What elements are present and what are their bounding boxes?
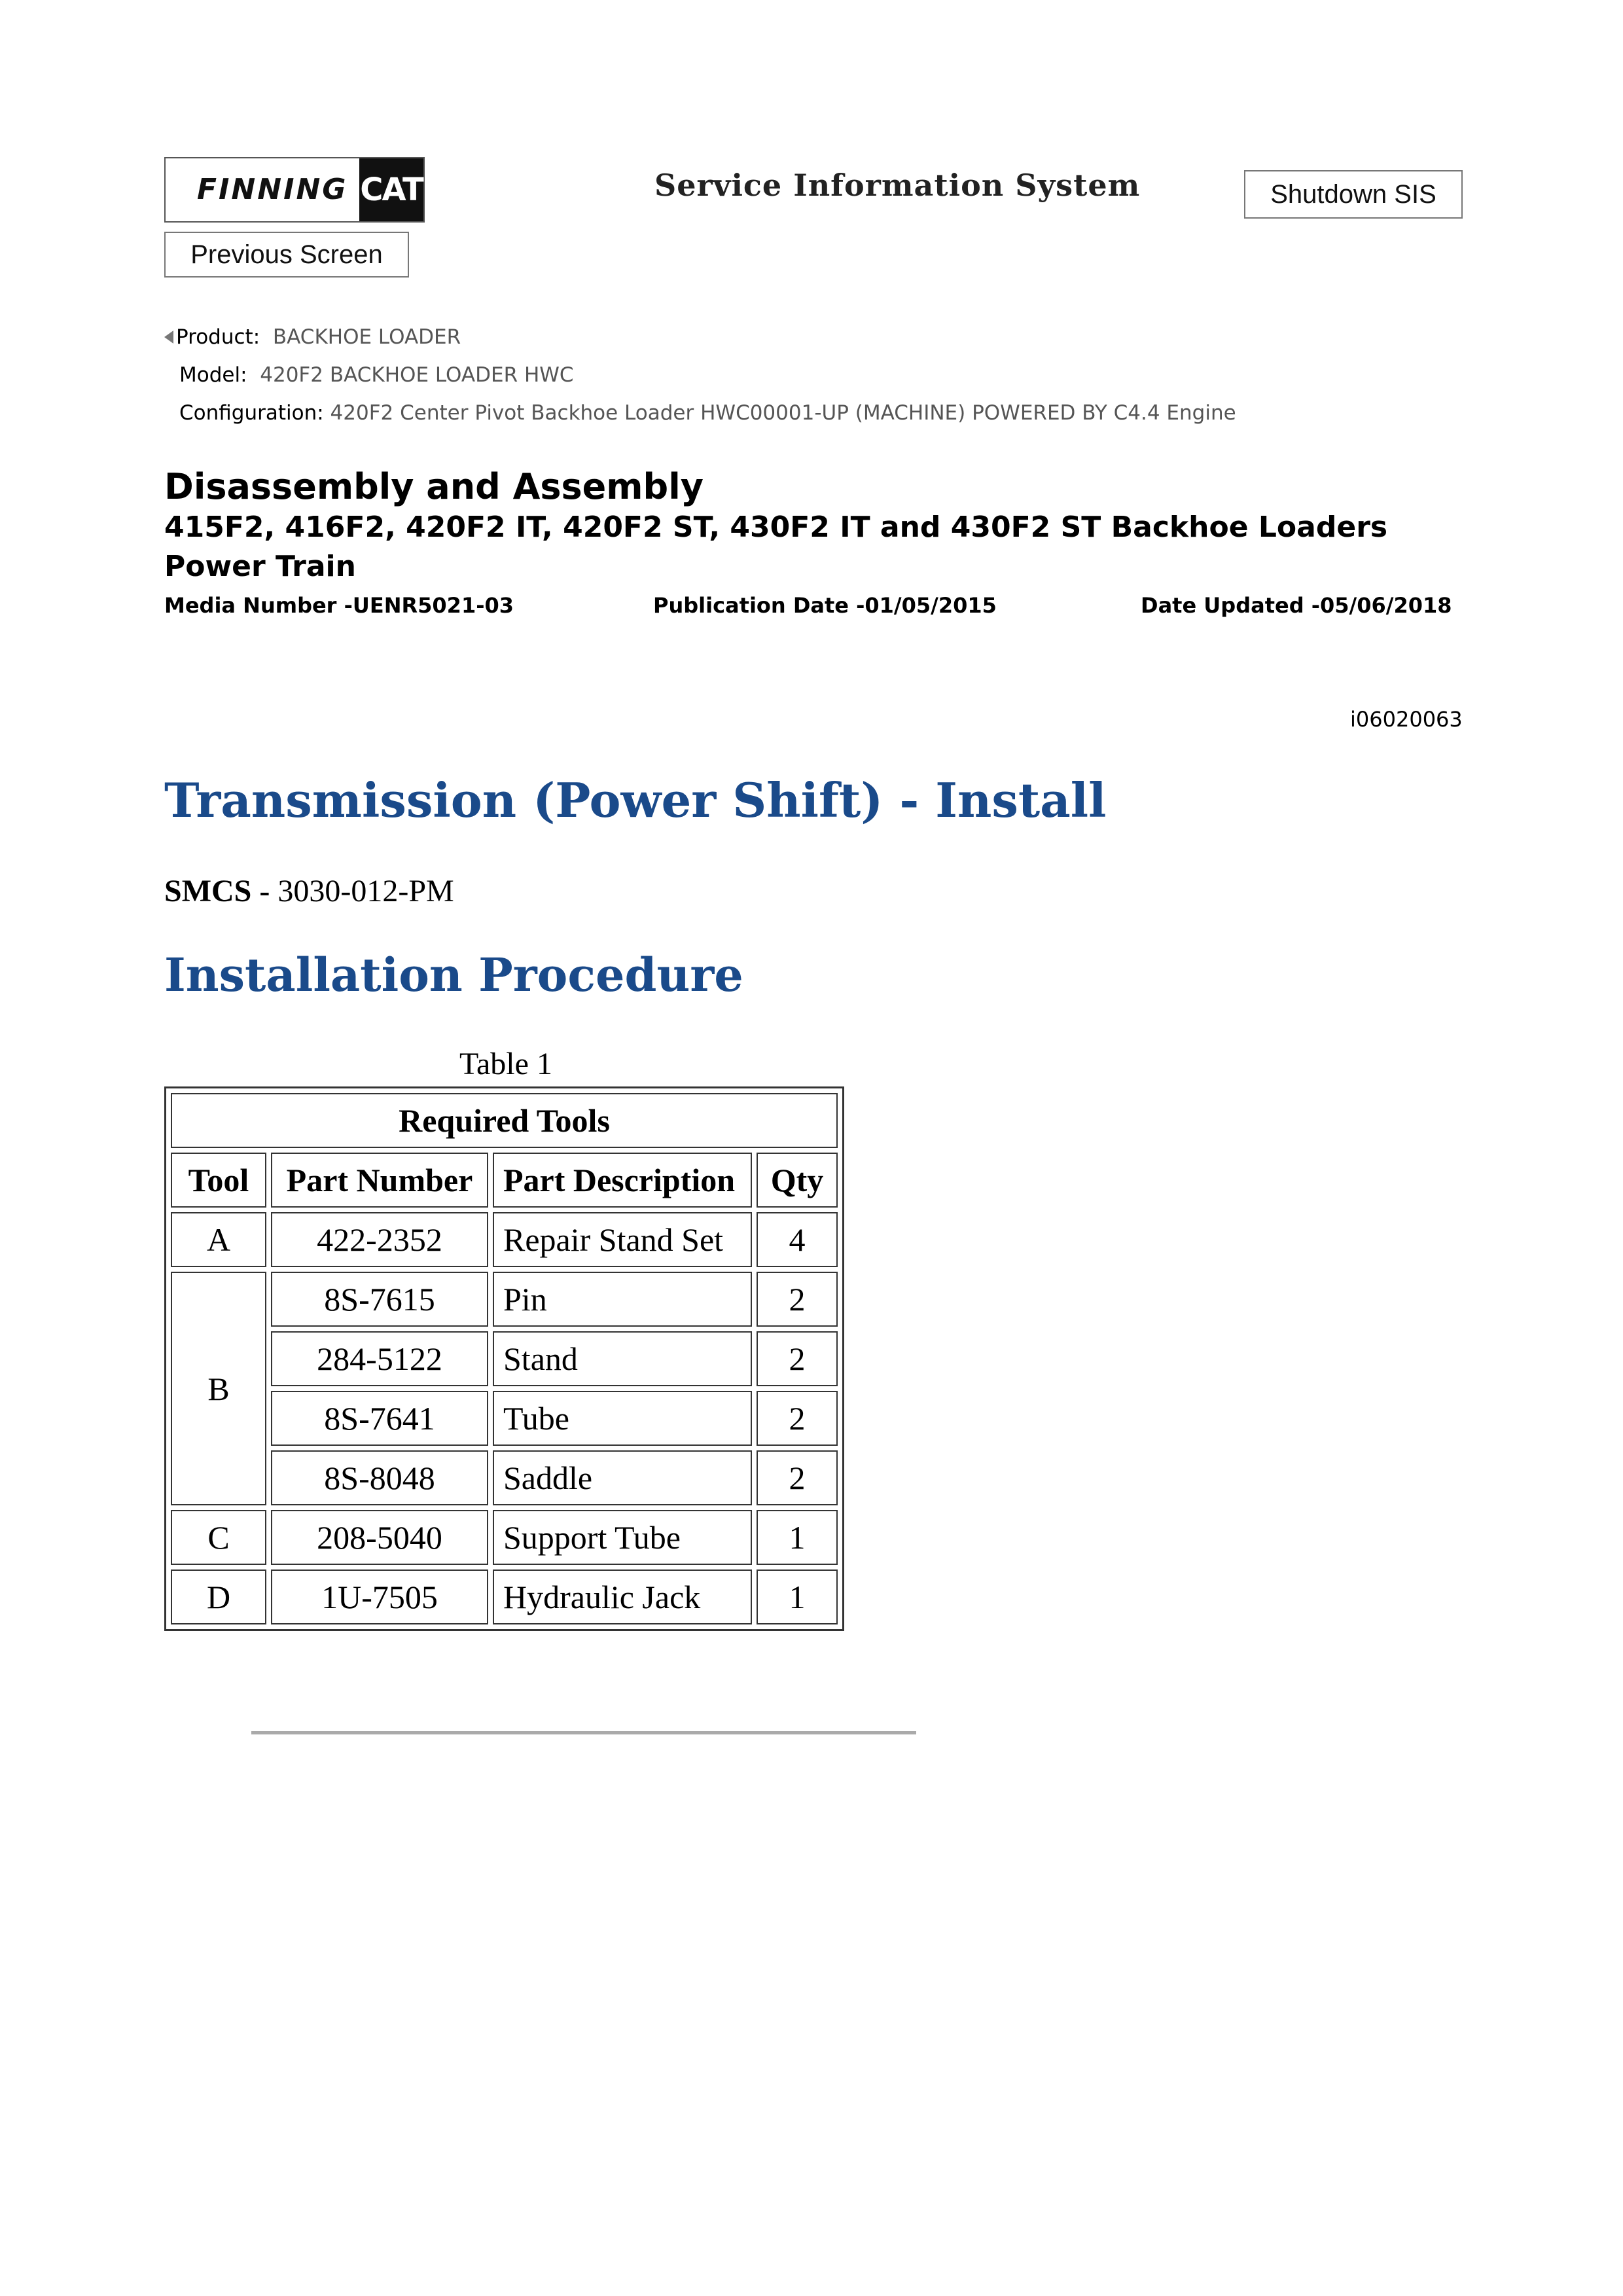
qty-cell: 4	[757, 1212, 838, 1267]
header-tool: Tool	[171, 1153, 266, 1208]
part-number-cell: 284-5122	[271, 1331, 488, 1386]
part-description-cell: Repair Stand Set	[493, 1212, 752, 1267]
table-row	[171, 1510, 838, 1565]
part-number-cell: 422-2352	[271, 1212, 488, 1267]
model-value: 420F2 BACKHOE LOADER HWC	[260, 363, 574, 387]
tool-cell: D	[171, 1570, 266, 1624]
part-number-cell: 8S-8048	[271, 1450, 488, 1505]
part-description-cell: Pin	[493, 1272, 752, 1327]
finning-cat-logo	[164, 157, 425, 223]
table-row	[171, 1272, 838, 1327]
part-description-cell: Stand	[493, 1331, 752, 1386]
section-title: Installation Procedure	[164, 948, 743, 1002]
qty-cell: 2	[757, 1450, 838, 1505]
document-heading: Disassembly and Assembly	[164, 466, 704, 507]
qty-cell: 1	[757, 1570, 838, 1624]
product-value: BACKHOE LOADER	[272, 325, 461, 349]
media-number: Media Number -UENR5021-03	[164, 593, 514, 618]
part-number-cell: 1U-7505	[271, 1570, 488, 1624]
table-row	[171, 1331, 838, 1386]
header-part-description: Part Description	[493, 1153, 752, 1208]
part-number-cell: 8S-7615	[271, 1272, 488, 1327]
part-description-cell: Saddle	[493, 1450, 752, 1505]
smcs-code	[164, 873, 454, 909]
model-label: Model:	[179, 363, 247, 387]
previous-screen-button[interactable]: Previous Screen	[164, 232, 409, 278]
logo-text: FINNING	[197, 173, 348, 206]
part-description-cell: Support Tube	[493, 1510, 752, 1565]
config-label: Configuration:	[179, 401, 324, 425]
config-value: 420F2 Center Pivot Backhoe Loader HWC00001-UP (MACHINE) POWERED BY C4.4 Engine	[330, 401, 1236, 425]
table-caption: Table 1	[459, 1047, 552, 1081]
publication-date: Publication Date -01/05/2015	[653, 593, 997, 618]
smcs-label: SMCS -	[164, 874, 270, 908]
table-row	[171, 1391, 838, 1446]
qty-cell: 2	[757, 1331, 838, 1386]
shutdown-sis-button[interactable]: Shutdown SIS	[1244, 170, 1463, 219]
part-description-cell: Tube	[493, 1391, 752, 1446]
table-title-row	[171, 1093, 838, 1148]
collapse-arrow-icon[interactable]	[164, 331, 173, 344]
table-row	[171, 1212, 838, 1267]
product-label: Product:	[176, 325, 260, 349]
divider	[251, 1731, 916, 1734]
table-header-row	[171, 1153, 838, 1208]
date-updated: Date Updated -05/06/2018	[1141, 593, 1452, 618]
page-title: Transmission (Power Shift) - Install	[164, 772, 1107, 828]
model-line	[179, 363, 574, 387]
configuration-line	[179, 401, 1236, 425]
sis-title: Service Information System	[654, 168, 1141, 203]
tool-cell: A	[171, 1212, 266, 1267]
qty-cell: 2	[757, 1391, 838, 1446]
smcs-value: 3030-012-PM	[277, 874, 454, 908]
document-id: i06020063	[1350, 707, 1463, 732]
part-description-cell: Hydraulic Jack	[493, 1570, 752, 1624]
qty-cell: 1	[757, 1510, 838, 1565]
required-tools-table	[164, 1086, 844, 1631]
table-title: Required Tools	[171, 1093, 838, 1148]
qty-cell: 2	[757, 1272, 838, 1327]
document-subheading: 415F2, 416F2, 420F2 IT, 420F2 ST, 430F2 IT and 430F2 ST Backhoe Loaders Power Train	[164, 511, 1388, 583]
part-number-cell: 208-5040	[271, 1510, 488, 1565]
tool-cell: B	[171, 1272, 266, 1505]
table-row	[171, 1450, 838, 1505]
header-part-number: Part Number	[271, 1153, 488, 1208]
part-number-cell: 8S-7641	[271, 1391, 488, 1446]
tool-cell: C	[171, 1510, 266, 1565]
product-line	[164, 325, 461, 349]
header-qty: Qty	[757, 1153, 838, 1208]
table-row	[171, 1570, 838, 1624]
cat-logo: CAT	[359, 158, 423, 221]
